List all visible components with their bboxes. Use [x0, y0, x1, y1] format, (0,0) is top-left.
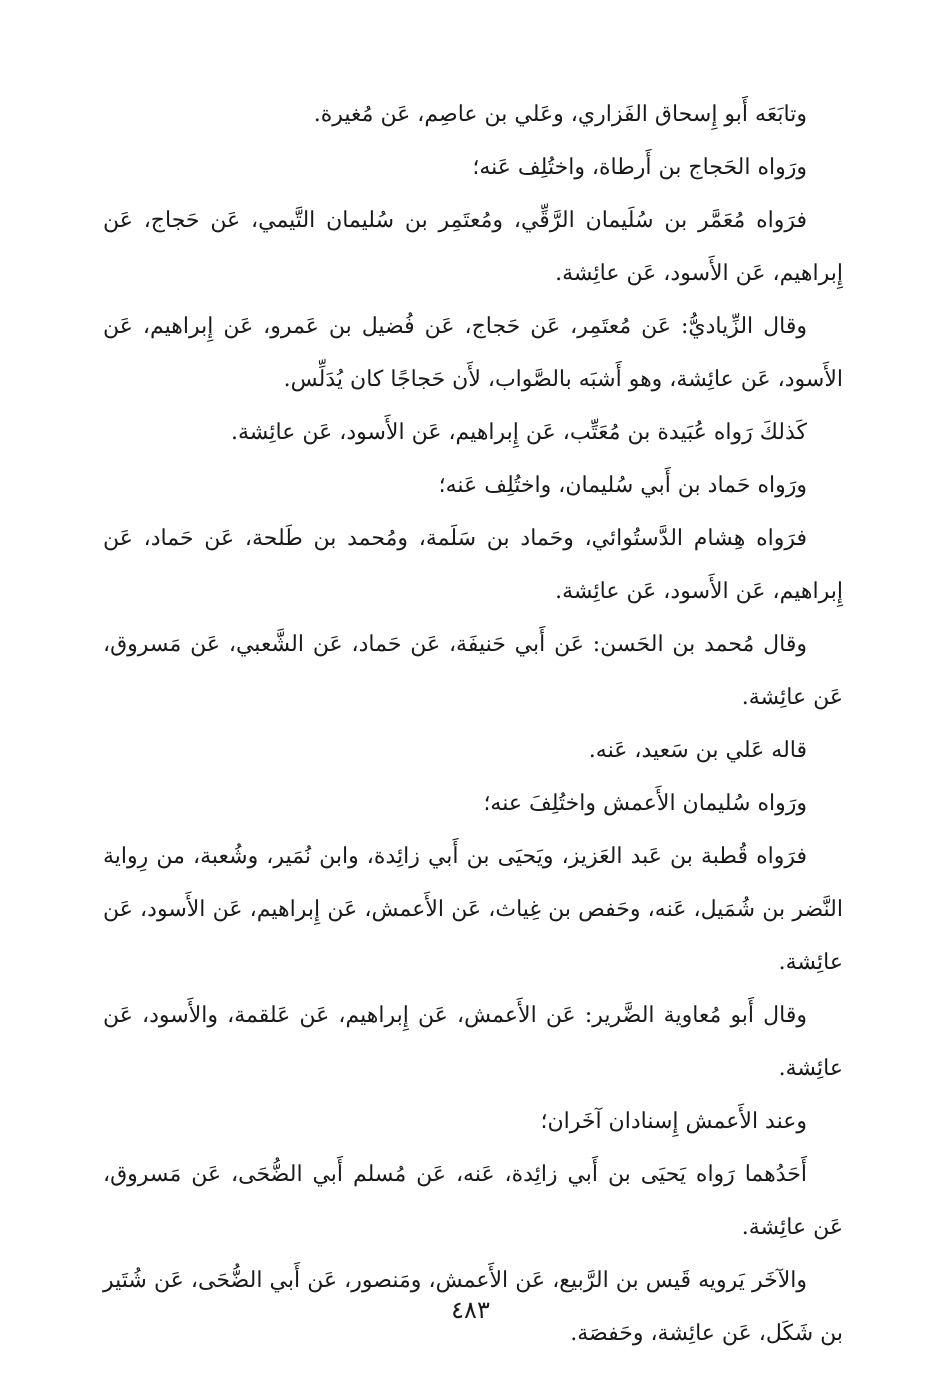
- paragraph: ورَواه سُليمان الأَعمش واختُلِفَ عنه؛: [483, 791, 807, 816]
- body-text: [103, 88, 843, 1360]
- paragraph: وقال أَبو مُعاوية الضَّرير: عَن الأَعمش، عَن إِبراهيم، عَن عَلقمة، والأَسود، عَن عائِشة.: [103, 1003, 843, 1081]
- paragraph: أَحَدُهما رَواه يَحيَى بن أَبي زائِدة، عَنه، عَن مُسلم أَبي الضُّحَى، عَن مَسروق، عَن عائِشة.: [103, 1162, 843, 1240]
- page-number: ٤٨٣: [451, 1296, 490, 1324]
- paragraph: ورَواه حَماد بن أَبي سُليمان، واختُلِف عَنه؛: [438, 473, 807, 498]
- paragraph: فرَواه مُعَمَّر بن سُلَيمان الرَّقِّي، ومُعتَمِر بن سُليمان التَّيمي، عَن حَجاج، عَن إِبراهيم، عَن الأَسود، عَن عائِشة.: [103, 208, 843, 286]
- paragraph: قاله عَلي بن سَعيد، عَنه.: [588, 738, 807, 763]
- paragraph: وقال مُحمد بن الحَسن: عَن أَبي حَنيفَة، عَن حَماد، عَن الشَّعبي، عَن مَسروق، عَن عائِشة.: [103, 632, 843, 710]
- paragraph: وعند الأَعمش إِسنادان آخَران؛: [540, 1109, 807, 1134]
- paragraph: وقال الزِّياديُّ: عَن مُعتَمِر، عَن حَجاج، عَن فُضيل بن عَمرو، عَن إِبراهيم، عَن الأَسود، عَن عائِشة، وهو أَشبَه بالصَّواب، لأَن حَجاجًا كان يُدَلِّس.: [103, 314, 843, 392]
- paragraph: وتابَعَه أَبو إِسحاق الفَزاري، وعَلي بن عاصِم، عَن مُغيرة.: [313, 102, 807, 127]
- paragraph: كَذلكَ رَواه عُبَيدة بن مُعَتِّب، عَن إِبراهيم، عَن الأَسود، عَن عائِشة.: [231, 420, 807, 445]
- paragraph: فرَواه هِشام الدَّستُوائي، وحَماد بن سَلَمة، ومُحمد بن طَلحة، عَن حَماد، عَن إِبراهيم، عَن الأَسود، عَن عائِشة.: [103, 526, 843, 604]
- paragraph: فرَواه قُطبة بن عَبد العَزيز، ويَحيَى بن أَبي زائِدة، وابن نُمَير، وشُعبة، من رِواية النَّضر بن شُمَيل، عَنه، وحَفص بن غِياث، عَن الأَعمش، عَن إِبراهيم، عَن الأَسود، عَن عائِشة.: [103, 844, 843, 975]
- paragraph: ورَواه الحَجاج بن أَرطاة، واختُلِف عَنه؛: [472, 155, 807, 180]
- paragraph: والآخَر يَرويه قَيس بن الرَّبيع، عَن الأَعمش، ومَنصور، عَن أَبي الضُّحَى، عَن شُتَير بن شَكَل، عَن عائِشة، وحَفصَة.: [103, 1268, 843, 1346]
